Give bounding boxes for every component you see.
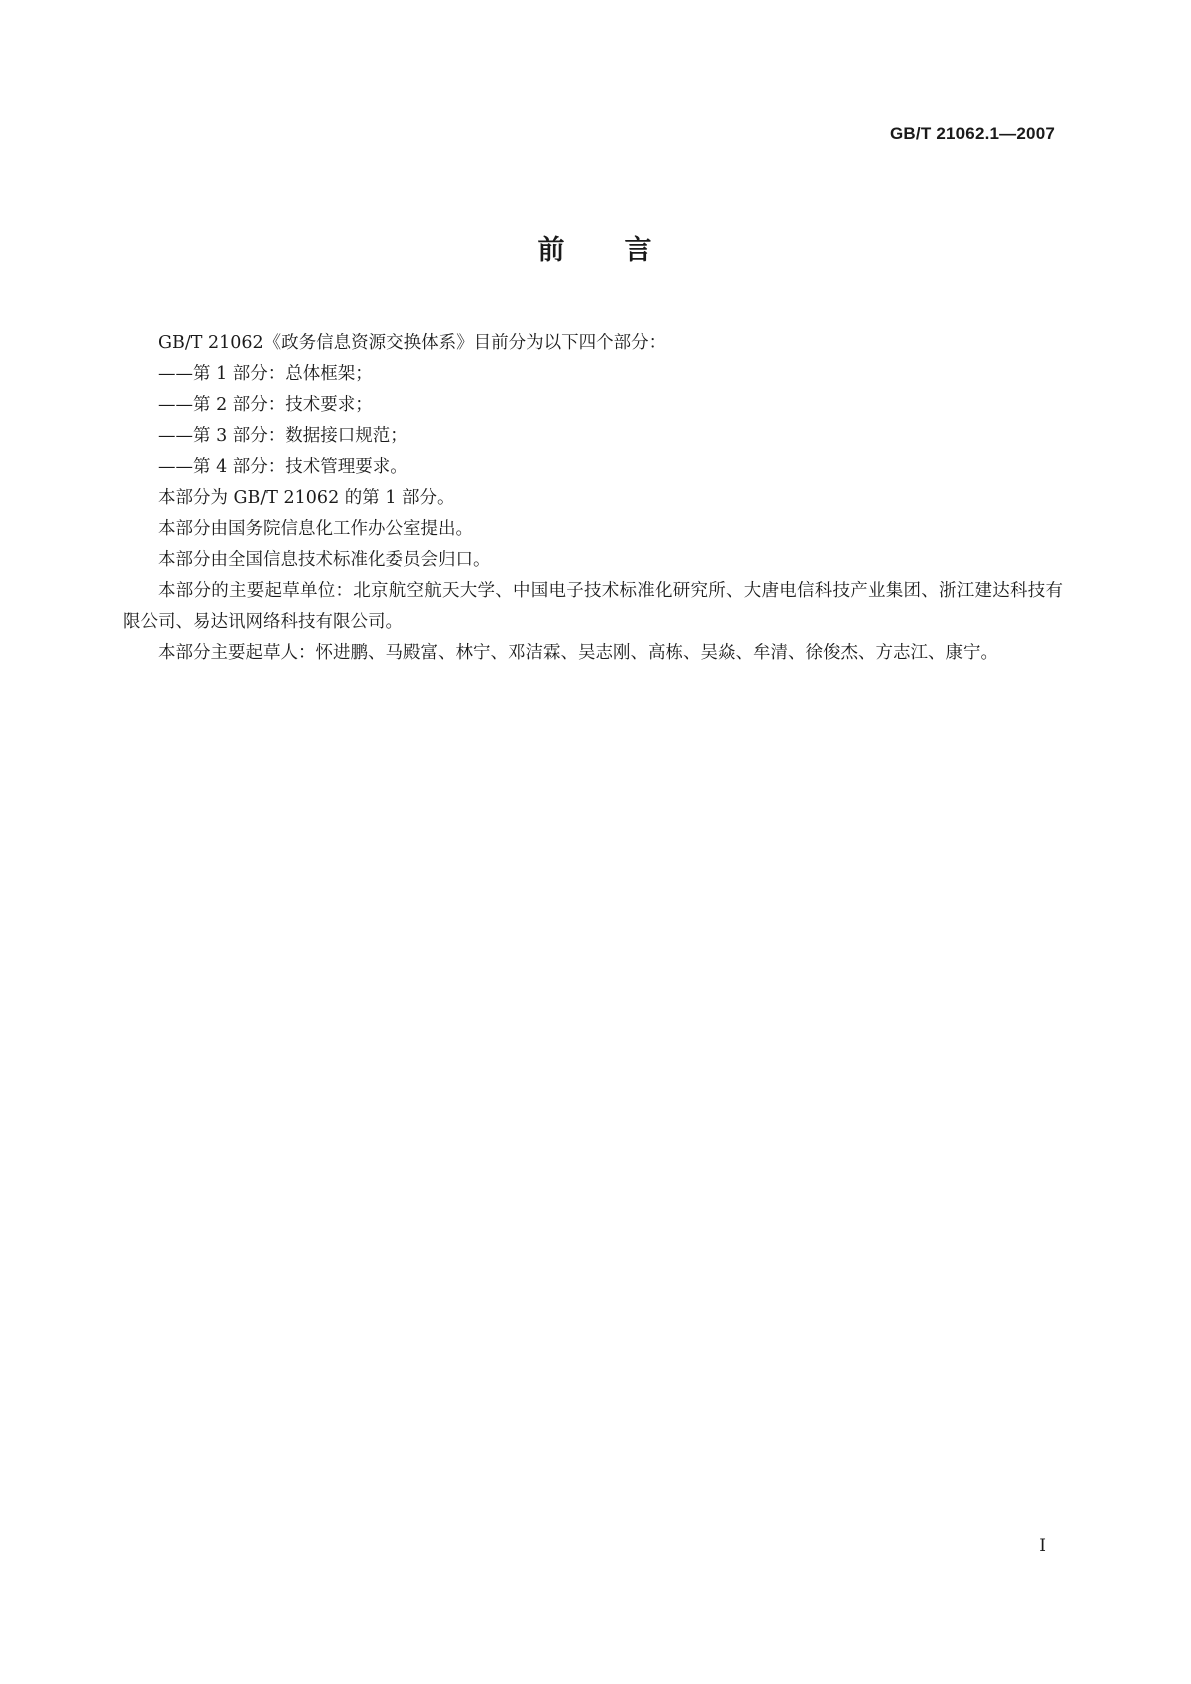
- paragraph-proposer: 本部分由国务院信息化工作办公室提出。: [158, 519, 473, 539]
- list-item-part-4: ——第 4 部分：技术管理要求。: [158, 457, 408, 477]
- paragraph-committee: 本部分由全国信息技术标准化委员会归口。: [158, 550, 491, 570]
- paragraph-part-statement: 本部分为 GB/T 21062 的第 1 部分。: [158, 488, 455, 508]
- page-number: I: [1039, 1536, 1046, 1556]
- list-item-part-2: ——第 2 部分：技术要求；: [158, 395, 373, 415]
- page-title-left: 前: [537, 235, 567, 266]
- page-title: [0, 228, 1191, 267]
- paragraph-drafting-units: 本部分的主要起草单位：北京航空航天大学、中国电子技术标准化研究所、大唐电信科技产业集团、浙江建达科技有限公司、易达讯网络科技有限公司。: [123, 581, 1063, 632]
- foreword-body: [123, 328, 1063, 669]
- paragraph-intro: GB/T 21062《政务信息资源交换体系》目前分为以下四个部分：: [158, 333, 667, 353]
- list-item-part-1: ——第 1 部分：总体框架；: [158, 364, 373, 384]
- page-title-right: 言: [624, 235, 654, 266]
- paragraph-drafters: 本部分主要起草人：怀进鹏、马殿富、林宁、邓洁霖、吴志刚、高栋、吴焱、牟清、徐俊杰、方志江、康宁。: [158, 643, 998, 663]
- standard-number: GB/T 21062.1—2007: [890, 124, 1055, 143]
- list-item-part-3: ——第 3 部分：数据接口规范；: [158, 426, 408, 446]
